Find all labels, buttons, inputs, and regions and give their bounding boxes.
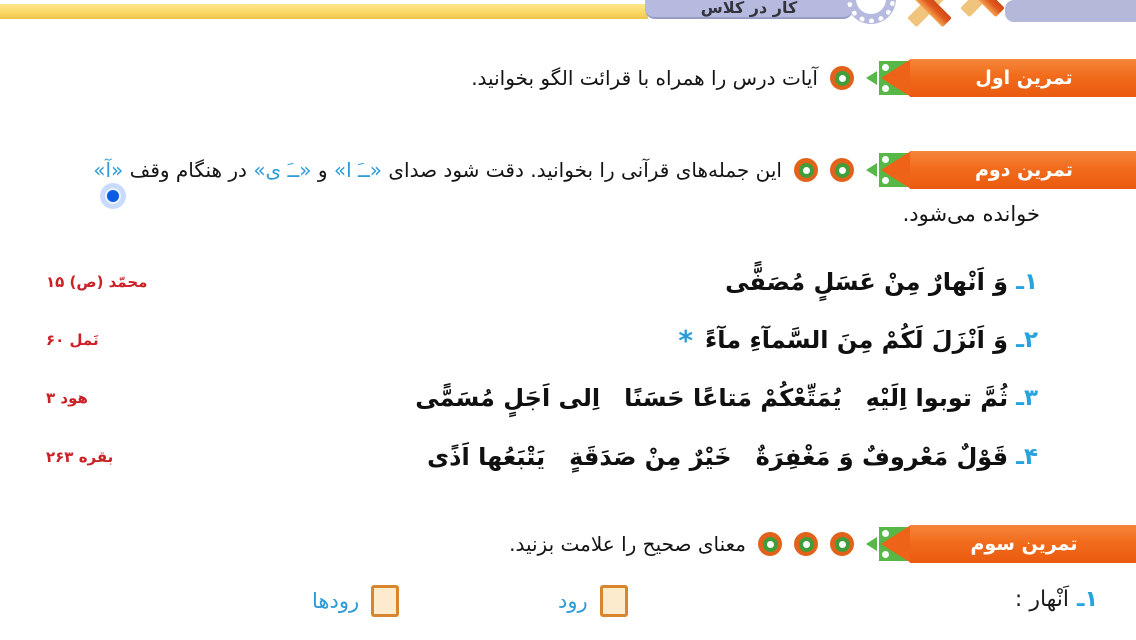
verse-3-text: ثُمَّ توبوا اِلَیْهِ یُمَتِّعْکُمْ مَتاعًا حَسَنًا اِلی اَجَلٍ مُسَمًّی bbox=[415, 384, 1009, 412]
green-triangle-icon bbox=[866, 537, 877, 551]
verse-2-number: ۲ـ bbox=[1016, 327, 1038, 353]
option-rudha bbox=[312, 585, 399, 617]
exercise-3-banner bbox=[866, 522, 1136, 566]
verse-row-4 bbox=[0, 429, 1136, 485]
verse-3-reference: هود ۳ bbox=[46, 389, 88, 407]
verse-2-text: وَ اَنْزَلَ لَکُمْ مِنَ السَّمآءِ مآءً bbox=[704, 326, 1009, 354]
verse-1-reference: محمّد (ص) ۱۵ bbox=[46, 273, 148, 291]
verse-4-number: ۴ـ bbox=[1016, 444, 1038, 470]
verse-3-number: ۳ـ bbox=[1016, 385, 1038, 411]
option-rudha-label: رودها bbox=[312, 589, 360, 613]
cursor-indicator bbox=[100, 183, 126, 209]
verse-1-text: وَ اَنْهارٌ مِنْ عَسَلٍ مُصَفًّی bbox=[725, 268, 1009, 296]
verse-4-text: قَوْلٌ مَعْروفٌ وَ مَغْفِرَةٌ خَیْرٌ مِنْ صَدَقَةٍ یَتْبَعُها اَذًی bbox=[427, 443, 1009, 471]
exercise-1-title: تمرین اول bbox=[975, 67, 1073, 89]
verse-row-2 bbox=[0, 312, 1136, 368]
verse-row-3 bbox=[0, 370, 1136, 426]
verse-2-star: * bbox=[678, 323, 693, 357]
verse-4-reference: بقره ۲۶۳ bbox=[46, 448, 114, 466]
page-header-tab bbox=[645, 0, 853, 19]
verse-1-number: ۱ـ bbox=[1016, 269, 1038, 295]
green-triangle-icon bbox=[866, 163, 877, 177]
exercise-2-header-row bbox=[0, 148, 1136, 192]
option-rud-checkbox[interactable] bbox=[600, 585, 628, 617]
verse-row-1 bbox=[0, 254, 1136, 310]
exercise-1-banner bbox=[866, 56, 1136, 100]
sound-a-quote: «ــَ ا» bbox=[333, 158, 382, 182]
sound-ya-quote: «ــَ ی» bbox=[253, 158, 312, 182]
level-dot-icon bbox=[830, 532, 854, 556]
verse-2-reference: نَمل ۶۰ bbox=[46, 331, 99, 349]
ribbon bbox=[910, 525, 1136, 563]
exercise-1-instruction: آیات درس را همراه با قرائت الگو بخوانید. bbox=[471, 66, 818, 90]
level-dot-icon bbox=[758, 532, 782, 556]
option-rud-label: رود bbox=[558, 589, 588, 613]
exercise-2-instruction: این جمله‌های قرآنی را بخوانید. دقت شود صدای «ــَ ا» و «ــَ ی» در هنگام وقف «آ» bbox=[93, 158, 782, 182]
level-dot-icon bbox=[794, 158, 818, 182]
question-row bbox=[0, 583, 1136, 635]
sound-aa-quote: «آ» bbox=[93, 158, 124, 182]
exercise-1-header-row bbox=[0, 56, 1136, 100]
option-rudha-checkbox[interactable] bbox=[371, 585, 399, 617]
exercise-2-title: تمرین دوم bbox=[974, 159, 1074, 181]
dotted-circle-icon bbox=[846, 0, 896, 24]
exercise-2-instruction-line2: خوانده می‌شود. bbox=[902, 202, 1040, 226]
level-dot-icon bbox=[830, 66, 854, 90]
exercise-2-banner bbox=[866, 148, 1136, 192]
x-ribbon-logo-icon bbox=[950, 0, 1012, 18]
ribbon bbox=[910, 151, 1136, 189]
level-dot-icon bbox=[794, 532, 818, 556]
exercise-3-title: تمرین سوم bbox=[970, 533, 1078, 555]
page-header-title: کار در کلاس bbox=[700, 0, 798, 17]
exercise-3-instruction: معنای صحیح را علامت بزنید. bbox=[509, 532, 746, 556]
question-label bbox=[1015, 587, 1098, 612]
lavender-bar bbox=[1005, 0, 1136, 22]
question-term: اَنْهار : bbox=[1014, 587, 1070, 612]
question-number: ۱ـ bbox=[1077, 587, 1098, 612]
level-dot-icon bbox=[830, 158, 854, 182]
option-rud bbox=[558, 585, 628, 617]
green-triangle-icon bbox=[866, 71, 877, 85]
ribbon bbox=[910, 59, 1136, 97]
yellow-divider-bar bbox=[0, 4, 648, 19]
exercise-3-header-row bbox=[0, 522, 1136, 566]
